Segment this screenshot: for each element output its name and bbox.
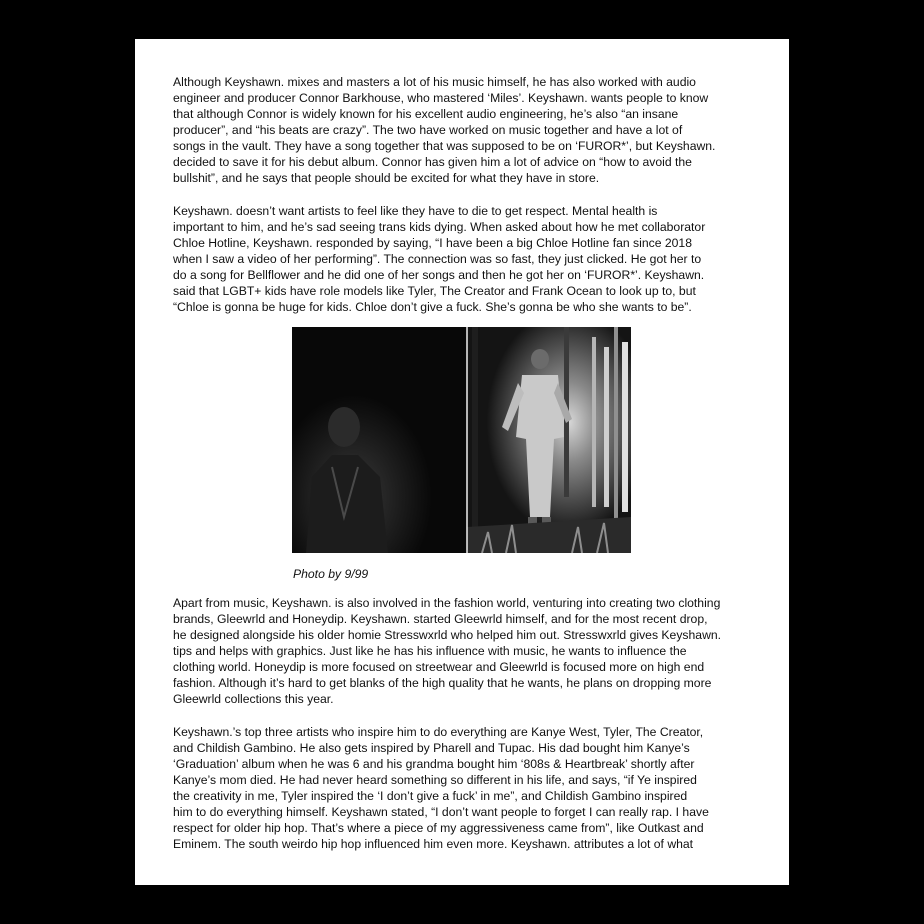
document-page xyxy=(135,39,789,885)
article-paragraph: Keyshawn.’s top three artists who inspire him to do everything are Kanye West, Tyler, The Creator, and Childish Gambino. He also gets inspired by Pharell and Tupac. His dad bought him Kanye’s ‘Graduation’ album when he was 6 and his grandma bought him ‘808s & Heartbreak’ shortly after Kanye’s mom died. He had never heard something so different in his life, and says, “if Ye inspired the creativity in me, Tyler inspired the ‘I don’t give a fuck’ in me”, and Childish Gambino inspired him to do everything himself. Keyshawn stated, “I don’t want people to forget I can really rap. I have respect for older hip hop. That’s where a piece of my aggressiveness came from”, like Outkast and Eminem. The south weirdo hip hop influenced him even more. Keyshawn. attributes a lot of what xyxy=(173,725,709,851)
article-photo xyxy=(292,327,631,553)
photo-caption: Photo by 9/99 xyxy=(293,567,369,581)
article-paragraph: Apart from music, Keyshawn. is also involved in the fashion world, venturing into creating two clothing brands, Gleewrld and Honeydip. Keyshawn. started Gleewrld himself, and for the most recent drop, he designed alongside his older homie Stresswxrld who helped him out. Stresswxrld gives Keyshawn. tips and helps with graphics. Just like he has his influence with music, he wants to influence the clothing world. Honeydip is more focused on streetwear and Gleewrld is focused more on high end fashion. Although it’s hard to get blanks of the high quality that he wants, he plans on dropping more Gleewrld collections this year. xyxy=(173,596,722,706)
article-paragraph: Keyshawn. doesn’t want artists to feel like they have to die to get respect. Mental health is important to him, and he’s sad seeing trans kids dying. When asked about how he met collaborator Chloe Hotline, Keyshawn. responded by saying, “I have been a big Chloe Hotline fan since 2018 when I saw a video of her performing”. The connection was so fast, they just clicked. He got her to do a song for Bellflower and he did one of her songs and then he got her on ‘FUROR*’. Keyshawn. said that LGBT+ kids have role models like Tyler, The Creator and Frank Ocean to look up to, but “Chloe is gonna be huge for kids. Chloe don’t give a fuck. She’s gonna be who she wants to be”. xyxy=(173,204,706,314)
article-paragraph: Although Keyshawn. mixes and masters a lot of his music himself, he has also worked with audio engineer and producer Connor Barkhouse, who mastered ‘Miles’. Keyshawn. wants people to know that although Connor is widely known for his excellent audio engineering, he’s also “an insane producer”, and “his beats are crazy”. The two have worked on music together and have a lot of songs in the vault. They have a song together that was supposed to be on ‘FUROR*’, but Keyshawn. decided to save it for his debut album. Connor has given him a lot of advice on “how to avoid the bullshit”, and he says that people should be excited for what they have in store. xyxy=(173,75,716,185)
